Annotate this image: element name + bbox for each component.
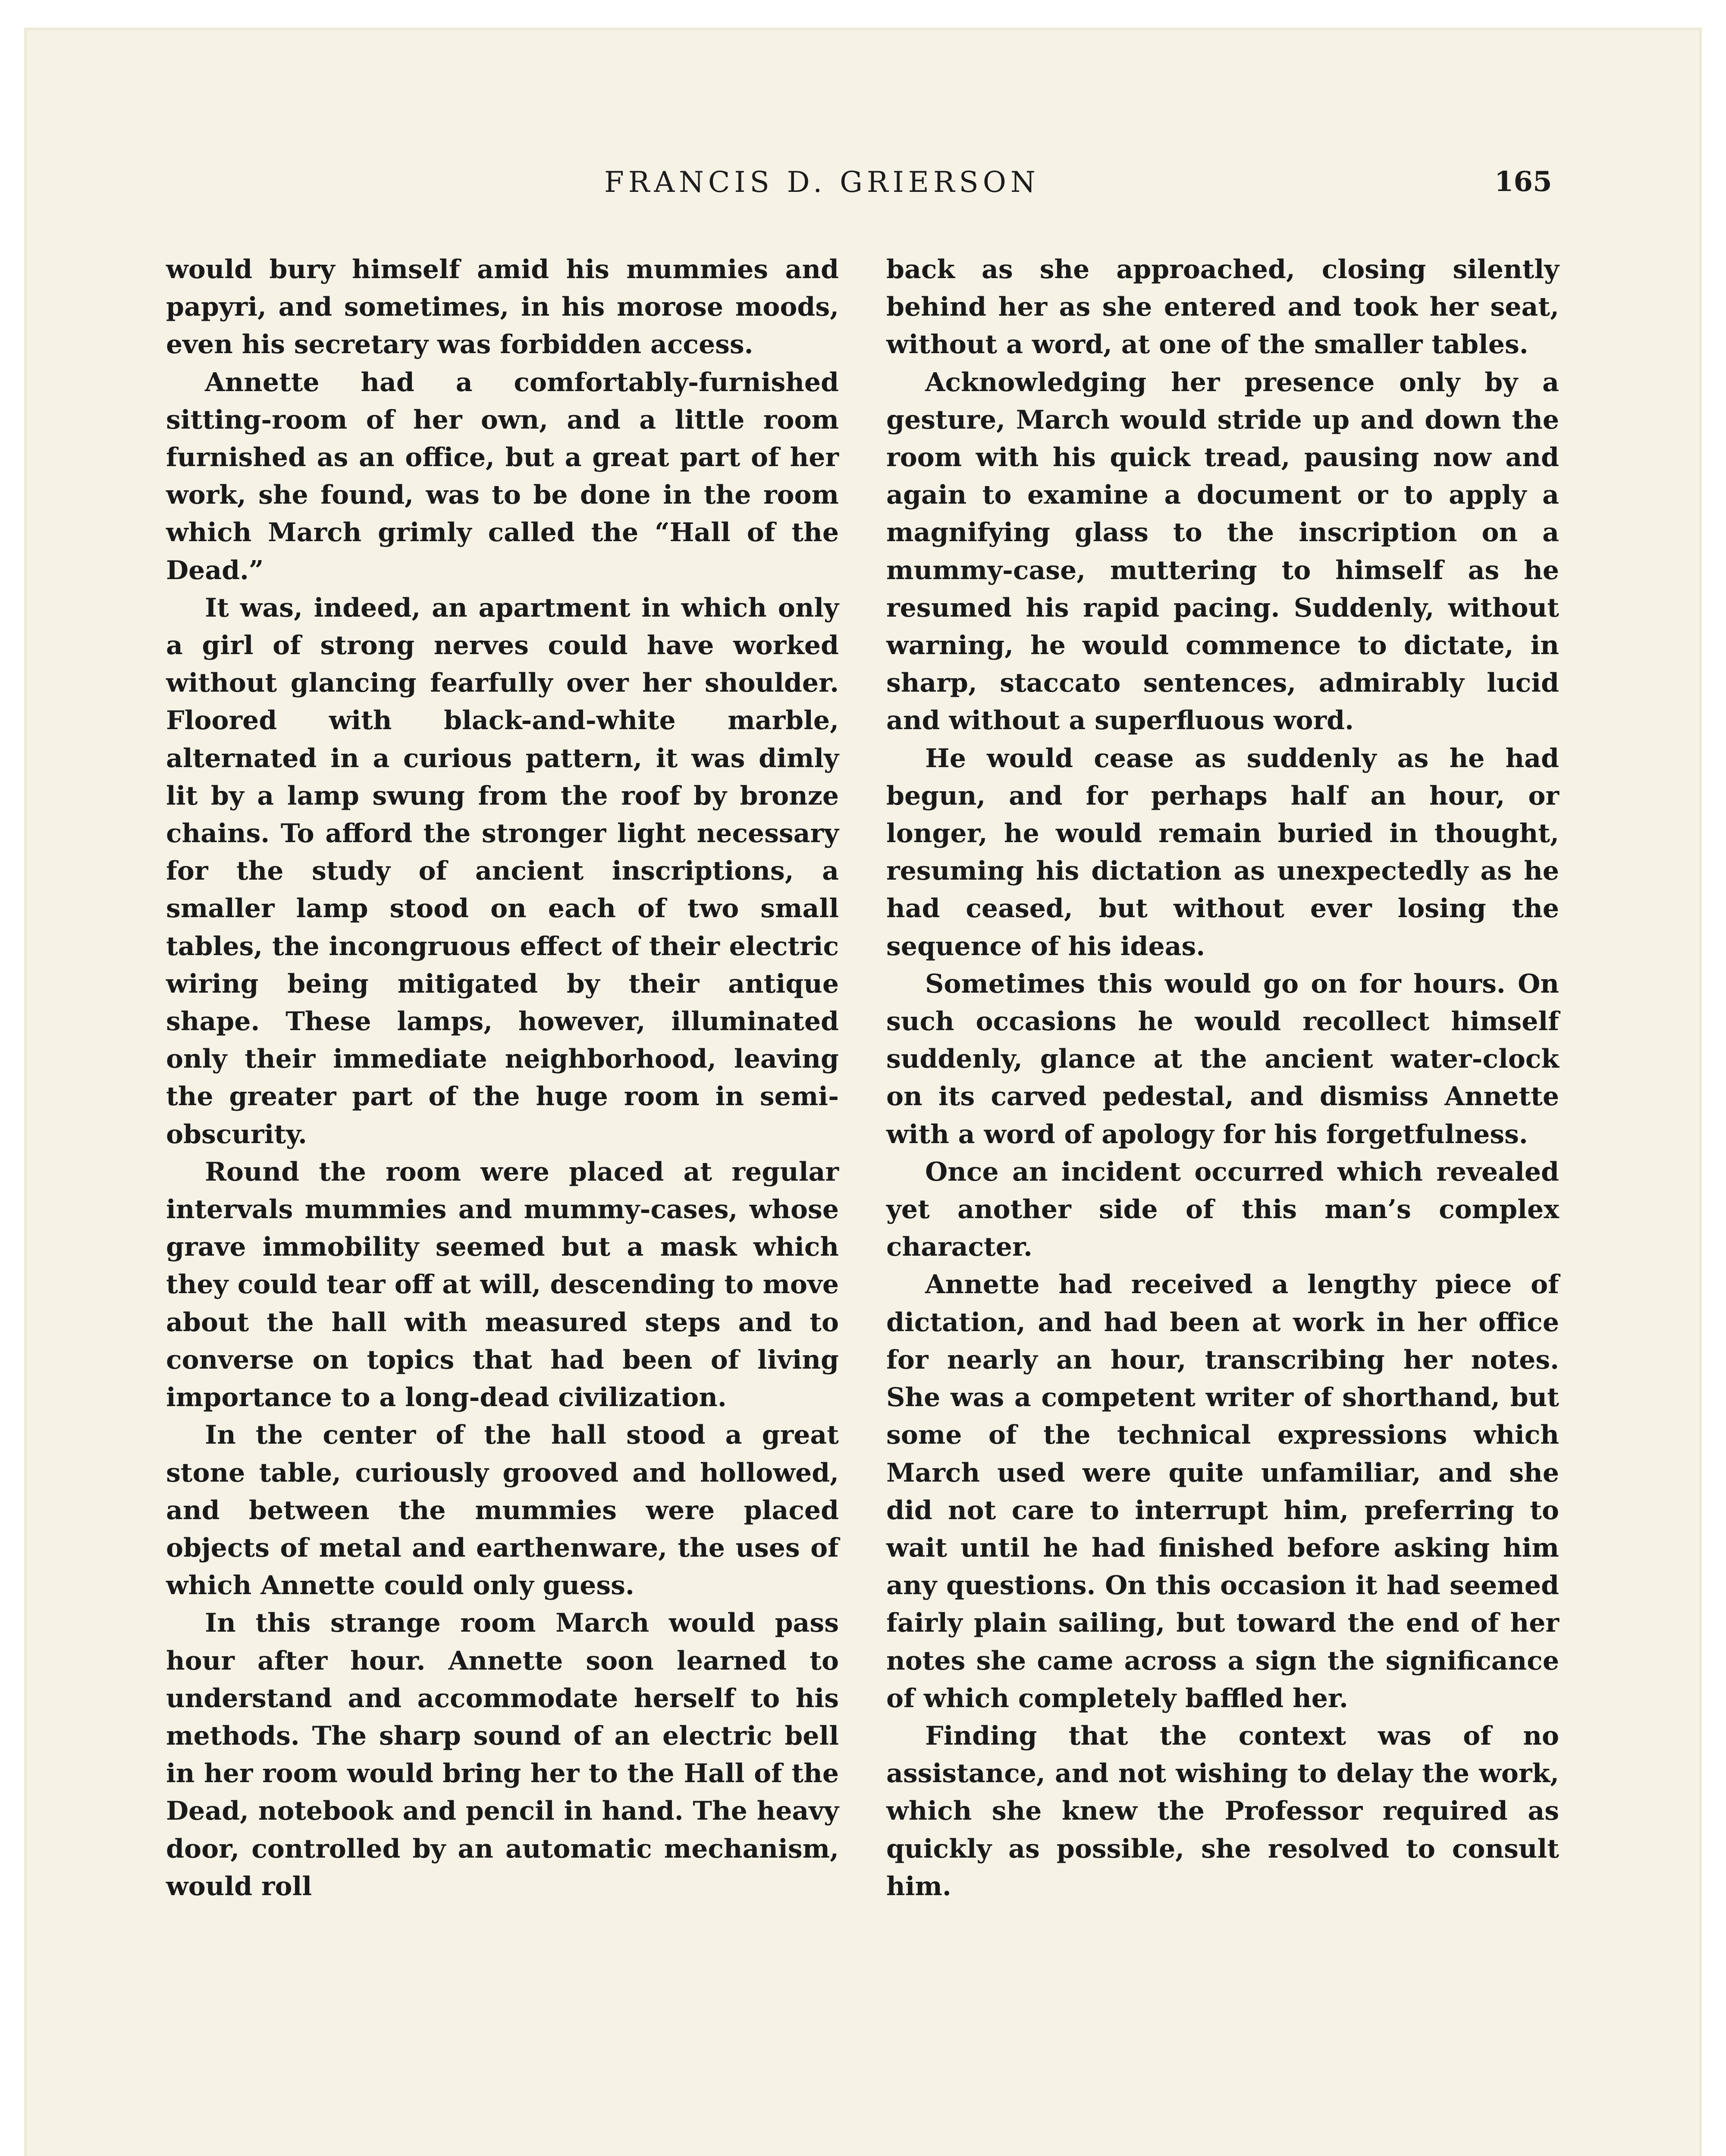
paragraph: Once an incident occurred which revealed yet another side of this man’s complex character. — [886, 1156, 1559, 1263]
paragraph: He would cease as suddenly as he had begun, and for perhaps half an hour, or longer, he would remain buried in thought, resuming his dictation as unexpectedly as he had ceased, but without ever losing the sequence of his ideas. — [886, 743, 1559, 962]
paragraph: Round the room were placed at regular intervals mummies and mummy-cases, whose grave immobility seemed but a mask which they could tear off at will, descending to move about the hall with measured steps and to converse on topics that had been of living importance to a long-dead civilization. — [166, 1156, 839, 1413]
text-column-right — [886, 251, 1559, 1905]
paragraph: would bury himself amid his mummies and papyri, and sometimes, in his morose moods, even his secretary was forbidden access. — [166, 254, 839, 360]
page-header — [24, 28, 1702, 200]
paragraph: Annette had received a lengthy piece of dictation, and had been at work in her office for nearly an hour, transcribing her notes. She was a competent writer of shorthand, but some of the technical expressions which March used were quite unfamiliar, and she did not care to interrupt him, preferring to wait until he had finished before asking him any questions. On this occasion it had seemed fairly plain sailing, but toward the end of her notes she came across a sign the significance of which completely baffled her. — [886, 1269, 1559, 1714]
paragraph: Sometimes this would go on for hours. On such occasions he would recollect himself suddenly, glance at the ancient water-clock on its carved pedestal, and dismiss Annette with a word of apology for his forgetfulness. — [886, 968, 1559, 1150]
paragraph: Annette had a comfortably-furnished sitting-room of her own, and a little room furnished as an office, but a great part of her work, she found, was to be done in the room which March grimly called the “Hall of the Dead.” — [166, 367, 839, 586]
paragraph: Finding that the context was of no assistance, and not wishing to delay the work, which she knew the Professor required as quickly as possible, she resolved to consult him. — [886, 1720, 1559, 1902]
magazine-page — [24, 28, 1702, 2156]
paragraph: Acknowledging her presence only by a gesture, March would stride up and down the room with his quick tread, pausing now and again to examine a document or to apply a magnifying glass to the inscription on a mummy-case, muttering to himself as he resumed his rapid pacing. Suddenly, without warning, he would commence to dictate, in sharp, staccato sentences, admirably lucid and without a superfluous word. — [886, 367, 1559, 736]
paragraph: In the center of the hall stood a great stone table, curiously grooved and hollowed, and between the mummies were placed objects of metal and earthenware, the uses of which Annette could only guess. — [166, 1420, 839, 1601]
paragraph: back as she approached, closing silently behind her as she entered and took her seat, without a word, at one of the smaller tables. — [886, 254, 1559, 360]
paragraph: In this strange room March would pass hour after hour. Annette soon learned to understand and accommodate herself to his methods. The sharp sound of an electric bell in her room would bring her to the Hall of the Dead, notebook and pencil in hand. The heavy door, controlled by an automatic mechanism, would roll — [166, 1608, 839, 1902]
page-number: 165 — [1494, 166, 1552, 198]
paragraph: It was, indeed, an apartment in which only a girl of strong nerves could have worked without glancing fearfully over her shoulder. Floored with black-and-white marble, alternated in a curious pattern, it was dimly lit by a lamp swung from the roof by bronze chains. To afford the stronger light necessary for the study of ancient inscriptions, a smaller lamp stood on each of two small tables, the incongruous effect of their electric wiring being mitigated by their antique shape. These lamps, however, illuminated only their immediate neighborhood, leaving the greater part of the huge room in semi-obscurity. — [166, 592, 839, 1150]
text-column-left — [166, 251, 839, 1905]
running-head: FRANCIS D. GRIERSON — [604, 166, 1040, 199]
